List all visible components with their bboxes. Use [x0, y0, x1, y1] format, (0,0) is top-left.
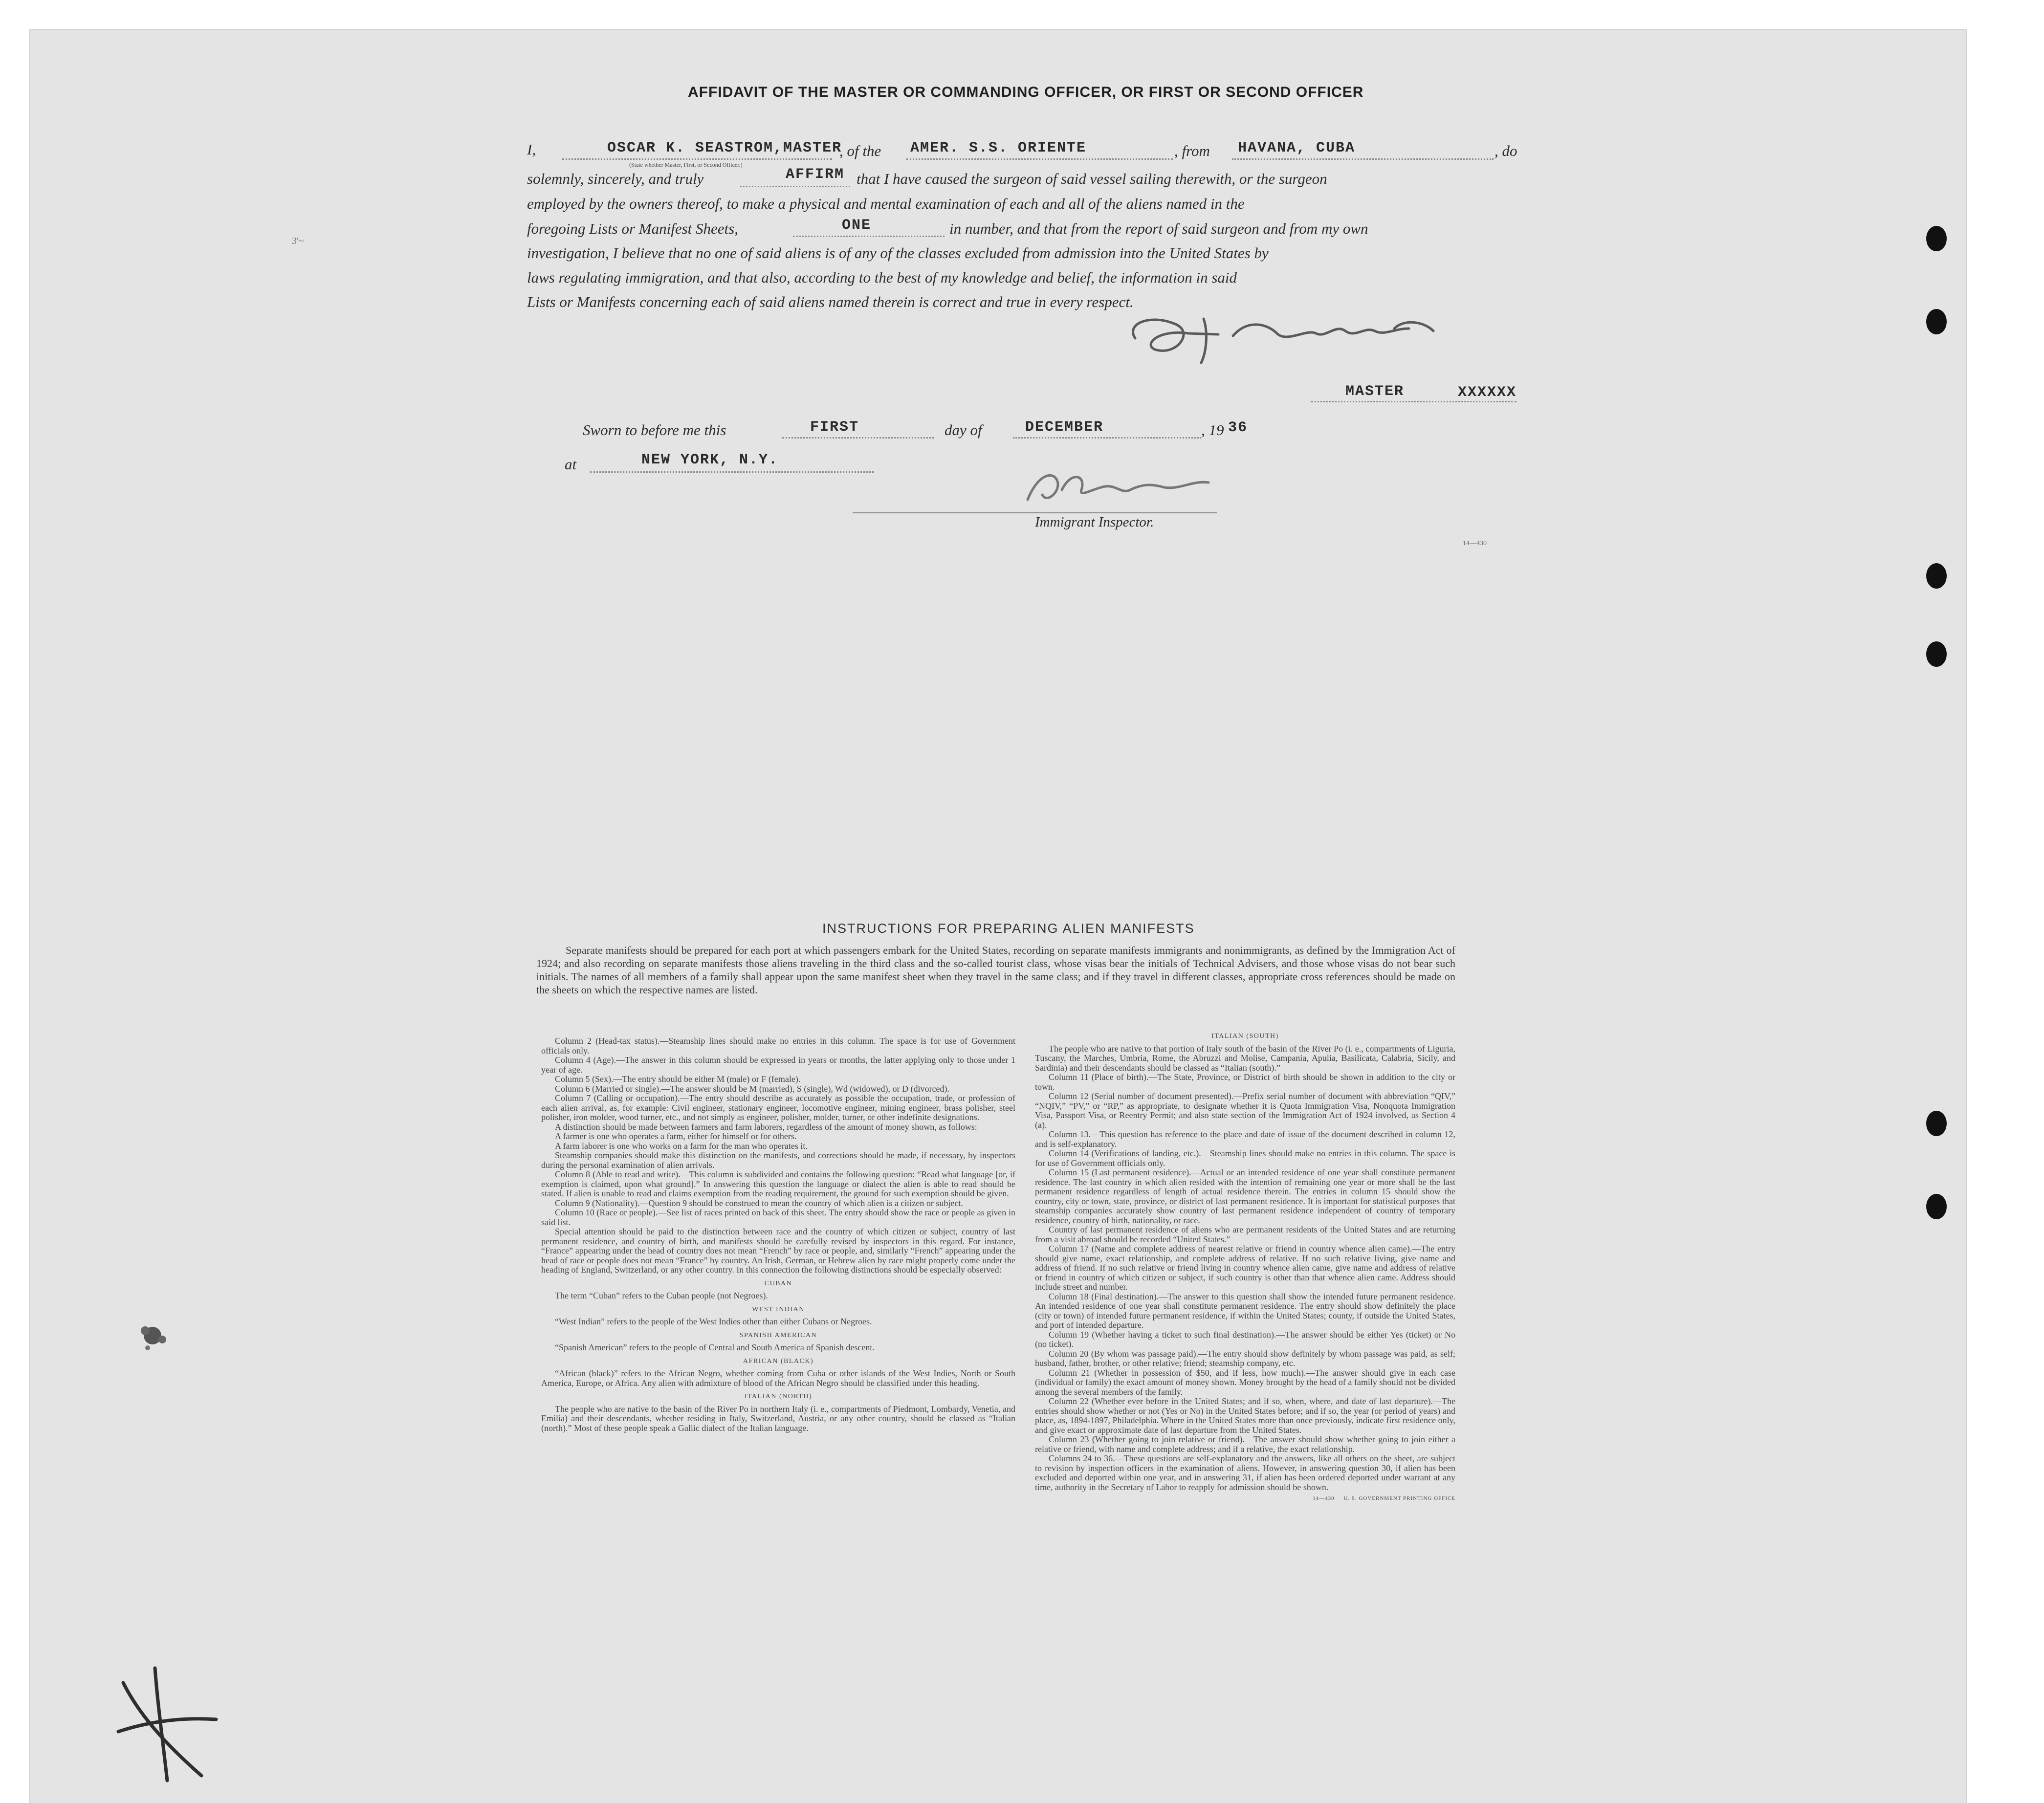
inspector-signature-line [853, 512, 1217, 513]
columns-24-36-note: Columns 24 to 36.—These questions are self-explanatory and the answers, like all others on the sheet, are subject to revision by inspection officers in the examination of aliens. However, in answering question 30, if alien has been excluded and deported within one year, and in answering 31, if alien has been ordered deported under warrant at any time, authority in the Secretary of Labor to reapply for admission should be shown. [1035, 1453, 1455, 1492]
port-underline [1232, 158, 1494, 160]
column-11-note: Column 11 (Place of birth).—The State, Province, or District of birth should be shown in addition to the city or town. [1035, 1072, 1455, 1092]
farmer-definition: A farmer is one who operates a farm, either for himself or for others. [555, 1131, 797, 1141]
sworn-place: NEW YORK, N.Y. [641, 452, 779, 468]
year-prefix: , 19 [1201, 421, 1224, 439]
binder-hole [1926, 309, 1947, 334]
farmer-distinction: A distinction should be made between farmers and farm laborers, regardless of the amount of money shown, as follows: [555, 1121, 977, 1132]
column-4-note: Column 4 (Age).—The answer in this column should be expressed in years or months, the latter applying only to those under 1 year of age. [541, 1055, 1015, 1075]
footer-form-number: 14—430 [1313, 1495, 1335, 1501]
spanish-american-heading: SPANISH AMERICAN [739, 1331, 817, 1339]
column-19-note: Column 19 (Whether having a ticket to such final destination).—The answer should be either Yes (ticket) or No (no ticket). [1035, 1329, 1455, 1349]
vessel-underline [906, 158, 1173, 160]
affidavit-line-4a: foregoing Lists or Manifest Sheets, [527, 220, 738, 237]
column-23-note: Column 23 (Whether going to join relative or friend).—The answer should show whether going to join either a relative or friend, with name and complete address; and if a relative, the exact relationship. [1035, 1434, 1455, 1454]
column-22-note: Column 22 (Whether ever before in the United States; and if so, when, where, and date of last departure).—The entries should show whether or not (Yes or No) in the United States before; and if so, the year (or period of years) and place, as, 1894-1897, Philadelphia. Where in the United States more than once previously, indicate first residence only, and give exact or approximate date of last departure from the United States. [1035, 1396, 1455, 1435]
steamship-note: Steamship companies should make this distinction on the manifests, and corrections should be made, if necessary, by inspectors during the personal examination of alien arrivals. [541, 1150, 1015, 1170]
column-17-note: Column 17 (Name and complete address of nearest relative or friend in country whence alien came).—The entry should give name, exact relationship, and complete address of relative. If no such relative living, give name and address of friend. If no such relative or friend living in country whence alien came, give name and address of relative or friend in country of which citizen or subject, if such country is other than that whence alien came. Address should include street and number. [1035, 1244, 1455, 1292]
west-indian-text: “West Indian” refers to the people of the West Indies other than either Cubans or Negroes. [555, 1317, 872, 1326]
column-18-note: Column 18 (Final destination).—The answer to this question shall show the intended future permanent residence. An intended residence of one year shall constitute permanent residence. The entry should show definitely the place (city or town) of intended future permanent residence, if within the United States; county, if outside the United States, and port of intended departure. [1035, 1291, 1455, 1330]
affidavit-do: , do [1495, 142, 1517, 159]
column-13-note: Column 13.—This question has reference to the place and date of issue of the document described in column 12, and is self-explanatory. [1035, 1129, 1455, 1149]
instructions-left-column [541, 1036, 1015, 1433]
affidavit-line-6: laws regulating immigration, and that also, according to the best of my knowledge and belief, the information in said [527, 269, 1237, 286]
ink-smudge [118, 1301, 187, 1370]
master-signature [1121, 304, 1463, 373]
spanish-american-text: “Spanish American” refers to the people of Central and South America of Spanish descent. [555, 1342, 875, 1352]
affidavit-line-2a: solemnly, sincerely, and truly [527, 170, 704, 187]
african-text: “African (black)” refers to the African Negro, whether coming from Cuba or other islands of the West Indies, North or South America, Europe, or Africa. Any alien with admixture of blood of the African Negro should be classified under this heading. [541, 1368, 1015, 1388]
signature-underline [1311, 401, 1517, 402]
document-page [30, 30, 1966, 1803]
vessel-name: AMER. S.S. ORIENTE [910, 140, 1087, 156]
column-12-note: Column 12 (Serial number of document presented).—Prefix serial number of document with abbreviation “QIV,” “NQIV,” “PV,” or “RP,” as appropriate, to designate whether it is Quota Immigration Visa, Nonquota Immigration Visa, Passport Visa, or Reentry Permit; and also state section of the Immigration Act of 1924 involved, as Section 4 (a). [1035, 1091, 1455, 1130]
west-indian-heading: WEST INDIAN [752, 1305, 805, 1313]
affidavit-line-5: investigation, I believe that no one of said aliens is of any of the classes excluded from admission into the United States by [527, 244, 1269, 262]
binder-hole [1926, 226, 1947, 251]
column-21-note: Column 21 (Whether in possession of $50, and if less, how much).—The answer should give in each case (individual or family) the exact amount of money shown. Money brought by the head of a family should not be divided among the several members of the family. [1035, 1367, 1455, 1397]
race-distinction-note: Special attention should be paid to the distinction between race and the country of which citizen or subject, country of last permanent residence, and country of birth, and manifests should be carefully revised by inspectors in this regard. For instance, “France” appearing under the head of country does not mean “French” by race or people, and, similarly “French” appearing under the head of race or people does not mean “France” by country. An Irish, German, or Hebrew alien by race might properly come under the heading of England, Switzerland, or any other country. In this connection the following distinctions should be especially observed: [541, 1227, 1015, 1275]
sworn-text: Sworn to before me this [583, 421, 726, 439]
affidavit-line-3: employed by the owners thereof, to make a physical and mental examination of each and all of the aliens named in the [527, 195, 1245, 212]
affidavit-line-7: Lists or Manifests concerning each of said aliens named therein is correct and true in every respect. [527, 293, 1134, 310]
cuban-text: The term “Cuban” refers to the Cuban people (not Negroes). [555, 1291, 768, 1300]
italian-south-heading: ITALIAN (SOUTH) [1211, 1033, 1279, 1040]
departure-port: HAVANA, CUBA [1238, 140, 1356, 156]
inspector-signature [1018, 461, 1223, 514]
handwritten-x-mark [109, 1663, 226, 1790]
column-2-note: Column 2 (Head-tax status).—Steamship lines should make no entries in this column. The space is for use of Government officials only. [541, 1036, 1015, 1055]
column-8-note: Column 8 (Able to read and write).—This column is subdivided and contains the following question: “Read what language [or, if exemption is claimed, upon what ground].” In answering this question the language or dialect the alien is able to read should be stated. If alien is unable to read and claims exemption from the reading requirement, the ground for such exemption should be given. [541, 1169, 1015, 1198]
column-7-note: Column 7 (Calling or occupation).—The entry should describe as accurately as possible the occupation, trade, or profession of each alien arrival, as, for example: Civil engineer, stationary engineer, locomotive engineer, mining engineer, brass polisher, steel polisher, iron molder, wood turner, etc., and not simply as engineer, polisher, molder, turner, or other indefinite designations. [541, 1093, 1015, 1122]
name-underline [562, 158, 832, 160]
signer-mark: XXXXXX [1458, 384, 1517, 401]
sheets-underline [793, 236, 945, 237]
column-5-note: Column 5 (Sex).—The entry should be either M (male) or F (female). [555, 1074, 801, 1084]
column-14-note: Column 14 (Verifications of landing, etc.).—Steamship lines should make no entries in this column. The space is for use of Government officials only. [1035, 1148, 1455, 1168]
oath-underline [740, 186, 850, 187]
binder-hole [1926, 641, 1947, 667]
african-heading: AFRICAN (BLACK) [743, 1357, 814, 1365]
place-underline [590, 471, 874, 473]
affidavit-line-2b: that I have caused the surgeon of said vessel sailing therewith, or the surgeon [857, 170, 1327, 187]
sworn-year: 36 [1228, 419, 1248, 436]
master-name: OSCAR K. SEASTROM,MASTER [607, 140, 842, 156]
day-underline [782, 437, 934, 439]
column-6-note: Column 6 (Married or single).—The answer should be M (married), S (single), Wd (widowed), or D (divorced). [555, 1083, 949, 1094]
form-number: 14—430 [1463, 540, 1487, 547]
month-underline [1013, 437, 1201, 439]
footer-printing-office: U. S. GOVERNMENT PRINTING OFFICE [1343, 1495, 1455, 1501]
italian-north-text: The people who are native to the basin of the River Po in northern Italy (i. e., compartments of Piedmont, Lombardy, Venetia, and Emilia) and their descendants, whether residing in Italy, Switzerland, Austria, or any other country, should be classed as “Italian (north).” Most of these people speak a Gallic dialect of the Italian language. [541, 1404, 1015, 1433]
affidavit-of: , of the [839, 142, 881, 159]
italian-south-text: The people who are native to that portion of Italy south of the basin of the River Po (i. e., compartments of Liguria, Tuscany, the Marches, Umbria, Rome, the Abruzzi and Molise, Campania, Apulia, Basilicata, Calabria, Sicily, and Sardinia) and their descendants should be classed as “Italian (south).” [1035, 1043, 1455, 1073]
column-15-note: Column 15 (Last permanent residence).—Actual or an intended residence of one year shall constitute permanent residence. The last country in which alien resided with the intention of remaining one year or more shall be the last permanent residence regardless of length of actual residence therein. The entries in column 15 should show the country, city or town, state, province, or district of last permanent residence. It is important for statistical purposes that steamship companies accurately show country of last permanent residence independent of country of temporary residence, country of birth, nationality, or race. [1035, 1167, 1455, 1225]
rank-note: (State whether Master, First, or Second Officer.) [629, 161, 743, 168]
sworn-day: FIRST [810, 419, 859, 436]
binder-hole [1926, 1194, 1947, 1219]
cuban-heading: CUBAN [764, 1279, 792, 1287]
farm-laborer-definition: A farm laborer is one who works on a farm for the man who operates it. [555, 1141, 808, 1151]
affidavit-line-4b: in number, and that from the report of said surgeon and from my own [949, 220, 1368, 237]
italian-north-heading: ITALIAN (NORTH) [744, 1393, 813, 1400]
column-10-note: Column 10 (Race or people).—See list of races printed on back of this sheet. The entry should show the race or people as given in said list. [541, 1208, 1015, 1227]
printing-footer [1035, 1494, 1455, 1504]
column-9-note: Column 9 (Nationality).—Question 9 should be construed to mean the country of which alien is a citizen or subject. [555, 1198, 963, 1208]
instructions-intro: Separate manifests should be prepared for each port at which passengers embark for the United States, recording on separate manifests immigrants and nonimmigrants, as defined by the Immigration Act of 1924; and also recording on separate manifests those aliens traveling in the third class and the so-called tourist class, whose visas bear the initials of Technical Advisers, and those whose visas do not bear such initials. The names of all members of a family shall appear upon the same manifest sheet when they travel in the same class; and if they travel in different classes, appropriate cross references should be made on the sheets on which the respective names are listed. [536, 944, 1455, 996]
affidavit-from: , from [1174, 142, 1210, 159]
stray-mark: 3'~ [292, 236, 304, 246]
sheets-count: ONE [842, 217, 872, 234]
instructions-right-column [1035, 1028, 1455, 1504]
signer-title: MASTER [1345, 383, 1405, 400]
oath-word: AFFIRM [786, 166, 845, 183]
binder-hole [1926, 1111, 1947, 1136]
day-of-text: day of [945, 421, 982, 439]
affidavit-i: I, [527, 141, 536, 158]
binder-hole [1926, 563, 1947, 589]
residence-note: Country of last permanent residence of aliens who are permanent residents of the United States and are returning from a visit abroad should be recorded “United States.” [1035, 1225, 1455, 1244]
column-20-note: Column 20 (By whom was passage paid).—The entry should show definitely by whom passage was paid, as self; husband, father, brother, or other relative; friend; steamship company, etc. [1035, 1348, 1455, 1368]
sworn-month: DECEMBER [1025, 419, 1104, 436]
at-text: at [565, 456, 577, 473]
instructions-title: INSTRUCTIONS FOR PREPARING ALIEN MANIFESTS [822, 921, 1195, 936]
inspector-title: Immigrant Inspector. [1035, 514, 1154, 530]
affidavit-title: AFFIDAVIT OF THE MASTER OR COMMANDING OFFICER, OR FIRST OR SECOND OFFICER [688, 84, 1364, 100]
